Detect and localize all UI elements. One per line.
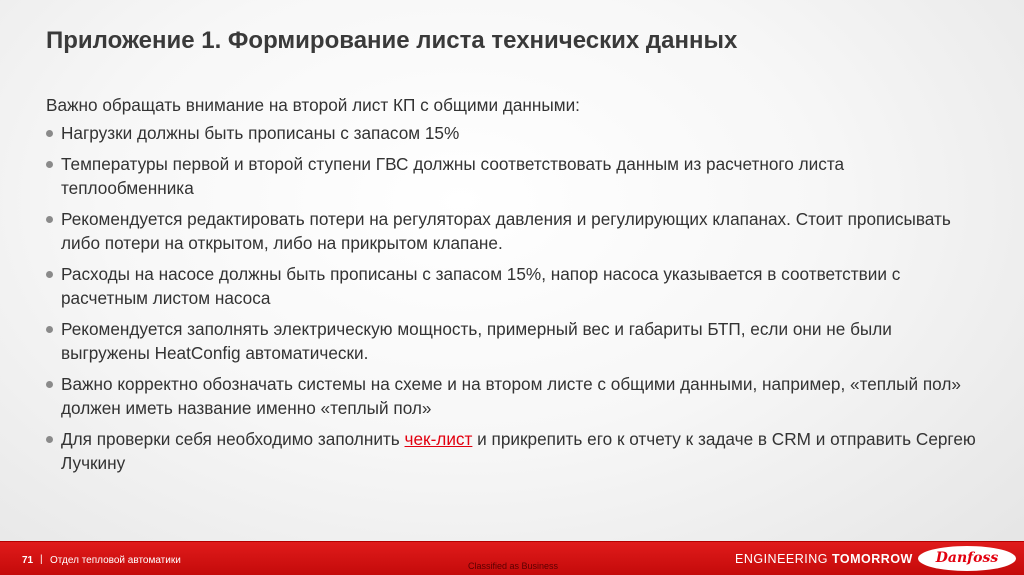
slogan-part1: ENGINEERING (735, 552, 829, 566)
bullet-dot-icon (46, 130, 53, 137)
bullet-dot-icon (46, 216, 53, 223)
slide-title: Приложение 1. Формирование листа технических данных (46, 27, 738, 54)
bullet-dot-icon (46, 381, 53, 388)
intro-text: Важно обращать внимание на второй лист КП с общими данными: (46, 95, 580, 115)
footer-bar (0, 541, 1024, 575)
bullet-text-before: Для проверки себя необходимо заполнить (61, 429, 405, 449)
checklist-link[interactable]: чек-лист (404, 429, 473, 449)
slogan (735, 552, 913, 566)
bullet-dot-icon (46, 436, 53, 443)
classification-label: Classified as Business (468, 561, 559, 571)
footer-separator: | (40, 554, 43, 565)
danfoss-logo (918, 546, 1016, 571)
bullet-item (46, 121, 976, 145)
page-number: 71 (22, 555, 34, 566)
bullet-dot-icon (46, 271, 53, 278)
bullet-text: Рекомендуется заполнять электрическую мощность, примерный вес и габариты БТП, если они не были выгружены HeatConfig автоматически. (61, 319, 892, 363)
bullet-text-after: и прикрепить его к отчету к задаче в CRM и отправить Сергею Лучкину (61, 429, 976, 473)
bullet-text: Рекомендуется редактировать потери на регуляторах давления и регулирующих клапанах. Стоит прописывать либо потери на открытом, либо на прикрытом клапане. (61, 209, 951, 253)
bullet-item (46, 152, 976, 200)
bullet-dot-icon (46, 326, 53, 333)
bullet-text: Расходы на насосе должны быть прописаны с запасом 15%, напор насоса указывается в соответствии с расчетным листом насоса (61, 264, 901, 308)
bullet-item (46, 262, 976, 310)
slide-body (46, 93, 976, 482)
department-name: Отдел тепловой автоматики (50, 555, 181, 566)
bullet-dot-icon (46, 161, 53, 168)
bullet-text: Нагрузки должны быть прописаны с запасом 15% (61, 123, 460, 143)
bullet-item-checklist (46, 427, 976, 475)
bullet-text: Температуры первой и второй ступени ГВС должны соответствовать данным из расчетного листа теплообменника (61, 154, 845, 198)
bullet-text: Важно корректно обозначать системы на схеме и на втором листе с общими данными, например, «теплый пол» должен иметь название именно «теплый пол» (61, 374, 961, 418)
bullet-item (46, 372, 976, 420)
bullet-item (46, 317, 976, 365)
bullet-item (46, 207, 976, 255)
slogan-part2: TOMORROW (832, 552, 913, 566)
logo-text: Danfoss (935, 550, 999, 566)
bullet-list (46, 121, 976, 475)
